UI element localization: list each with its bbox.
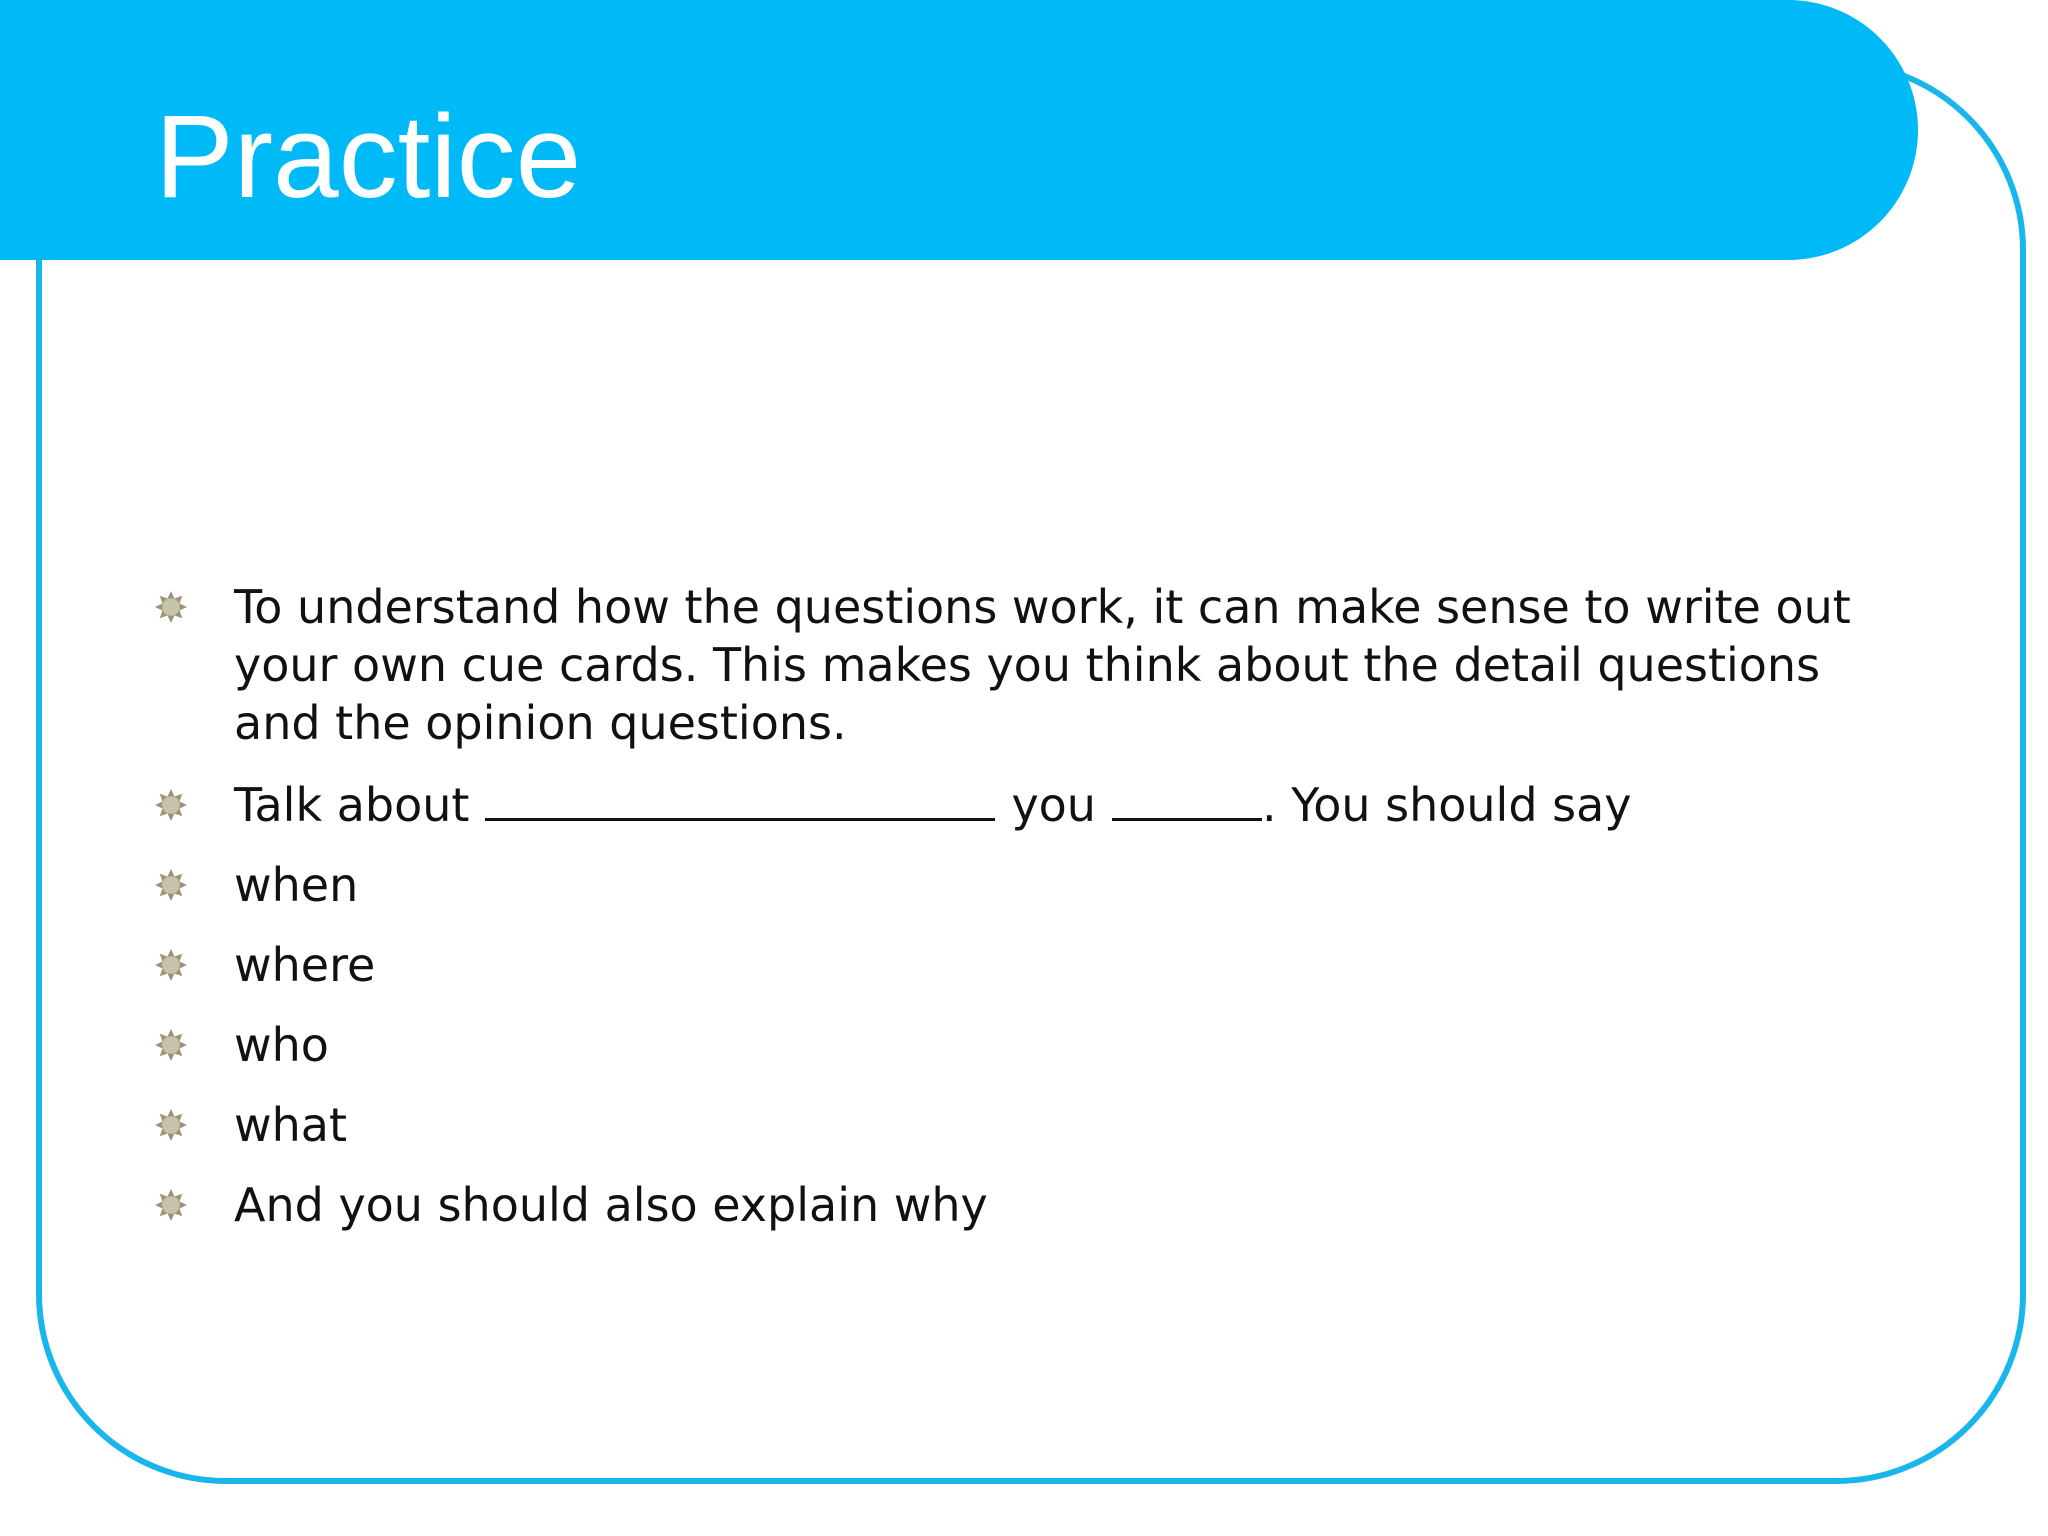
prompt-talk-about: Talk about [234,778,470,832]
bullet-list [150,578,1870,1256]
starburst-bullet-icon [154,1188,188,1222]
starburst-bullet-icon [154,948,188,982]
starburst-bullet-icon [154,1108,188,1142]
cue-card-prompt [234,776,1870,834]
blank-long [485,776,995,821]
bullet-item [150,1016,1870,1074]
slide-title: Practice [155,91,582,223]
title-banner [0,0,1918,260]
bullet-text: To understand how the questions work, it can make sense to write out your own cue cards. This makes you think about the detail questions and the opinion questions. [234,580,1851,750]
bullet-text: who [234,1018,329,1072]
bullet-item [150,936,1870,994]
bullet-item [150,856,1870,914]
prompt-you: you [1011,778,1096,832]
starburst-bullet-icon [154,868,188,902]
prompt-you-should-say: . You should say [1261,778,1632,832]
starburst-bullet-icon [154,1028,188,1062]
bullet-item [150,1176,1870,1234]
bullet-text: where [234,938,376,992]
bullet-item [150,578,1870,752]
bullet-item [150,776,1870,834]
blank-short [1112,776,1262,821]
bullet-item [150,1096,1870,1154]
bullet-text: what [234,1098,348,1152]
bullet-text: And you should also explain why [234,1178,988,1232]
starburst-bullet-icon [154,590,188,624]
bullet-text: when [234,858,359,912]
starburst-bullet-icon [154,788,188,822]
